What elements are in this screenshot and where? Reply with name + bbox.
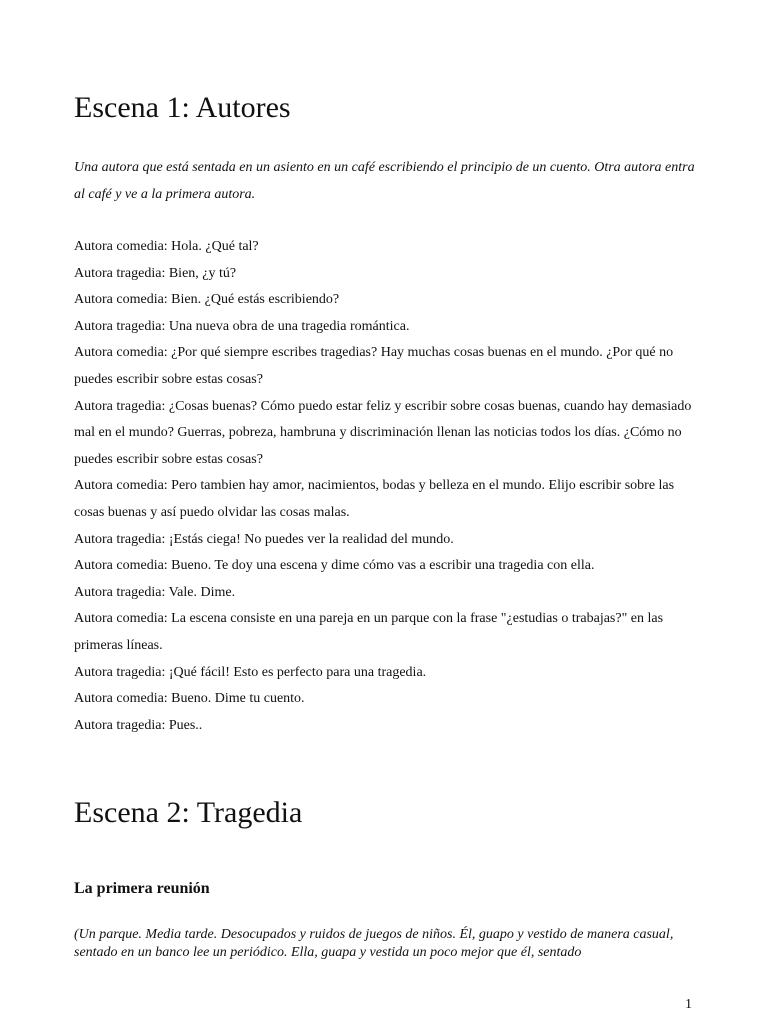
dialogue-line: Autora tragedia: ¿Cosas buenas? Cómo puedo estar feliz y escribir sobre cosas buenas, cuando hay demasiado mal en el mundo? Guerras, pobreza, hambruna y discriminación llenan las noticias todos los días. ¿Cómo no puedes escribir sobre estas cosas? xyxy=(74,398,692,467)
dialogue-line: Autora tragedia: Pues.. xyxy=(74,717,203,733)
dialogue-line: Autora comedia: Pero tambien hay amor, nacimientos, bodas y belleza en el mundo. Elijo escribir sobre las cosas buenas y así puedo olvidar las cosas malas. xyxy=(74,478,675,520)
dialogue-line: Autora tragedia: ¡Qué fácil! Esto es perfecto para una tragedia. xyxy=(74,664,427,680)
dialogue-line: Autora comedia: Bueno. Te doy una escena y dime cómo vas a escribir una tragedia con ella. xyxy=(74,558,595,574)
dialogue-line: Autora comedia: Hola. ¿Qué tal? xyxy=(74,239,259,254)
scene2-title: Escena 2: Tragedia xyxy=(74,796,303,829)
page-number: 1 xyxy=(685,997,692,1012)
dialogue-line: Autora tragedia: ¡Estás ciega! No puedes ver la realidad del mundo. xyxy=(74,531,454,547)
dialogue-line: Autora tragedia: Bien, ¿y tú? xyxy=(74,265,237,281)
scene1-title: Escena 1: Autores xyxy=(74,91,291,124)
scene1-dialogue xyxy=(74,234,704,739)
dialogue-line: Autora tragedia: Vale. Dime. xyxy=(74,584,236,600)
dialogue-line: Autora tragedia: Una nueva obra de una tragedia romántica. xyxy=(74,318,410,334)
scene2-stage-direction: (Un parque. Media tarde. Desocupados y ruidos de juegos de niños. Él, guapo y vestido de manera casual, sentado en un banco lee un periódico. Ella, guapa y vestida un poco mejor que él, sentado xyxy=(74,927,674,960)
dialogue-line: Autora comedia: La escena consiste en una pareja en un parque con la frase "¿estudias o trabajas?" en las primeras líneas. xyxy=(74,611,664,653)
dialogue-line: Autora comedia: Bien. ¿Qué estás escribiendo? xyxy=(74,292,340,308)
dialogue-line: Autora comedia: Bueno. Dime tu cuento. xyxy=(74,691,305,707)
scene2-subtitle: La primera reunión xyxy=(74,880,210,897)
dialogue-line: Autora comedia: ¿Por qué siempre escribes tragedias? Hay muchas cosas buenas en el mundo. ¿Por qué no puedes escribir sobre estas cosas? xyxy=(74,345,674,387)
scene1-intro: Una autora que está sentada en un asiento en un café escribiendo el principio de un cuento. Otra autora entra al café y ve a la primera autora. xyxy=(74,160,695,202)
